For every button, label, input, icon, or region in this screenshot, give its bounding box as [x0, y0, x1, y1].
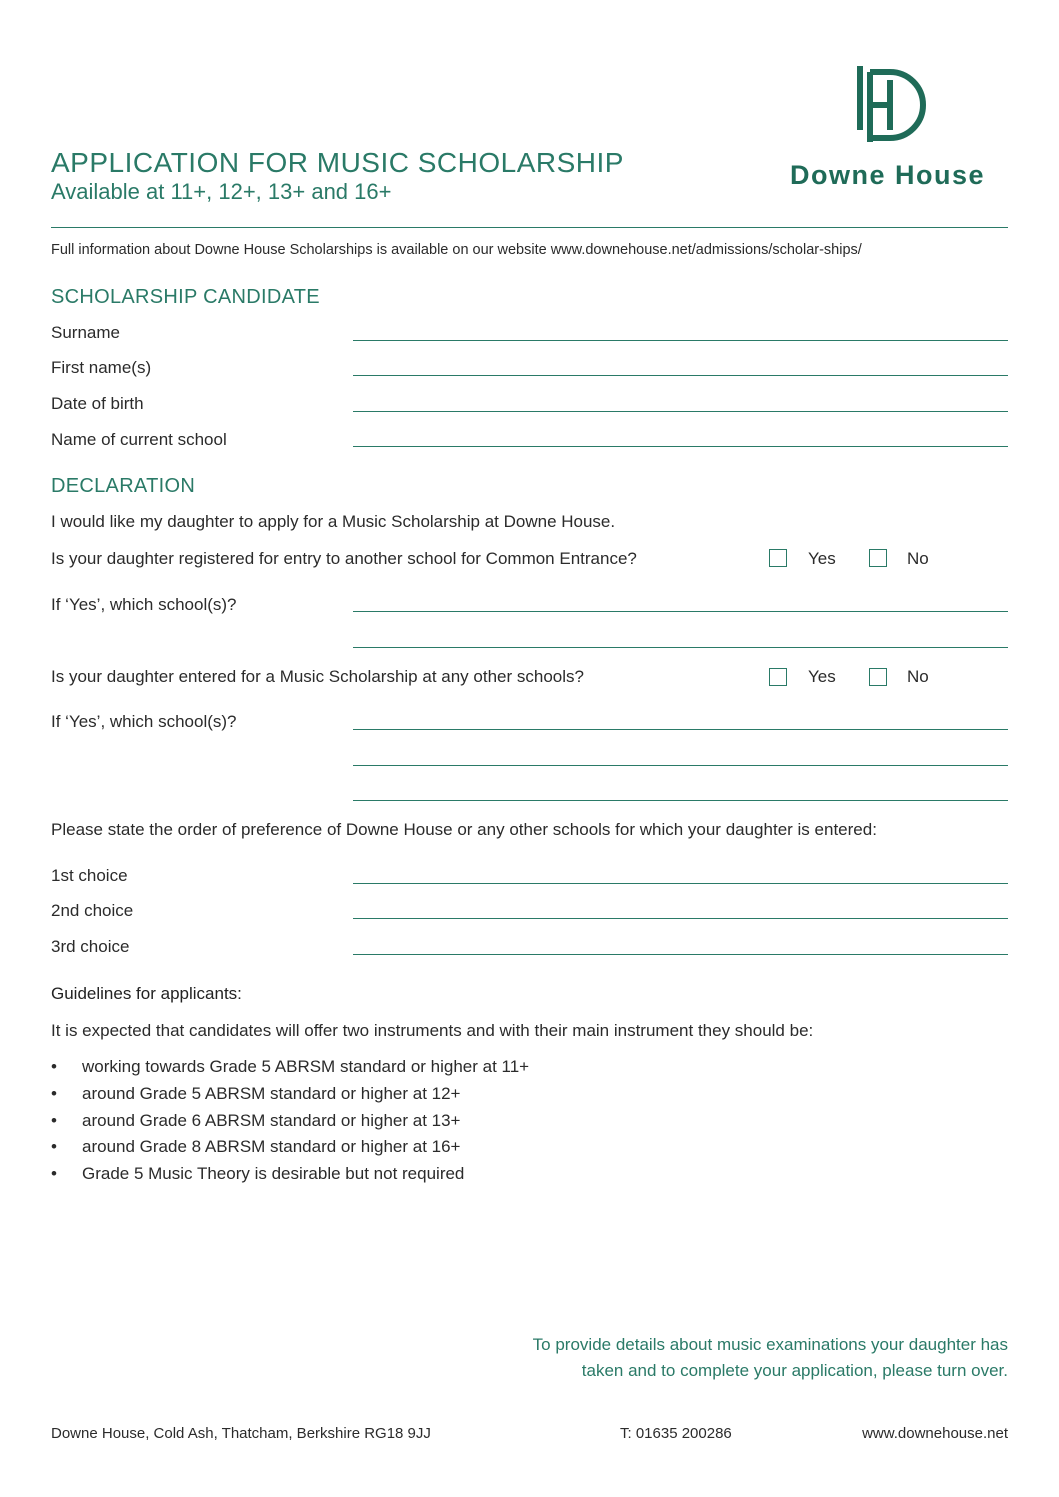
header-divider [51, 227, 1008, 228]
guideline-text: around Grade 5 ABRSM standard or higher at 12+ [82, 1084, 461, 1103]
current-school-field[interactable] [353, 446, 1008, 447]
music-scholarship-yes-label: Yes [808, 667, 836, 686]
declaration-heading: DECLARATION [51, 475, 196, 497]
first-choice-field[interactable] [353, 883, 1008, 884]
third-choice-label: 3rd choice [51, 937, 130, 956]
date-of-birth-field[interactable] [353, 411, 1008, 412]
bullet-icon: • [51, 1164, 57, 1183]
guideline-text: working towards Grade 5 ABRSM standard or higher at 11+ [82, 1057, 530, 1076]
footer-website[interactable]: www.downehouse.net [862, 1425, 1008, 1442]
music-scholarship-schools-field-2[interactable] [353, 765, 1008, 766]
candidate-heading: SCHOLARSHIP CANDIDATE [51, 286, 320, 308]
guidelines-heading: Guidelines for applicants: [51, 984, 242, 1003]
third-choice-field[interactable] [353, 954, 1008, 955]
turn-over-note-line-1: To provide details about music examinations your daughter has [532, 1335, 1008, 1354]
footer-address: Downe House, Cold Ash, Thatcham, Berkshire RG18 9JJ [51, 1425, 431, 1442]
second-choice-label: 2nd choice [51, 901, 134, 920]
common-entrance-schools-field-1[interactable] [353, 611, 1008, 612]
music-scholarship-schools-field-3[interactable] [353, 800, 1008, 801]
declaration-statement: I would like my daughter to apply for a Music Scholarship at Downe House. [51, 512, 616, 531]
page-subtitle: Available at 11+, 12+, 13+ and 16+ [51, 179, 392, 204]
list-item [51, 1164, 464, 1184]
info-text: Full information about Downe House Scholarships is available on our website www.downehouse.net/admissions/scholar-ships/ [51, 242, 862, 258]
common-entrance-schools-field-2[interactable] [353, 647, 1008, 648]
music-scholarship-question: Is your daughter entered for a Music Scholarship at any other schools? [51, 667, 584, 686]
music-scholarship-yes-checkbox[interactable] [769, 668, 787, 686]
turn-over-note-line-2: taken and to complete your application, please turn over. [581, 1361, 1008, 1380]
current-school-label: Name of current school [51, 430, 227, 449]
guideline-text: around Grade 8 ABRSM standard or higher at 16+ [82, 1137, 461, 1156]
common-entrance-yes-checkbox[interactable] [769, 549, 787, 567]
music-scholarship-no-label: No [907, 667, 929, 686]
first-name-label: First name(s) [51, 358, 152, 377]
first-choice-label: 1st choice [51, 866, 128, 885]
common-entrance-no-checkbox[interactable] [869, 549, 887, 567]
music-scholarship-no-checkbox[interactable] [869, 668, 887, 686]
list-item [51, 1137, 460, 1157]
list-item [51, 1057, 529, 1077]
bullet-icon: • [51, 1111, 57, 1130]
second-choice-field[interactable] [353, 918, 1008, 919]
brand-name: Downe House [790, 160, 986, 190]
guidelines-intro: It is expected that candidates will offer two instruments and with their main instrument they should be: [51, 1021, 814, 1040]
bullet-icon: • [51, 1084, 57, 1103]
guideline-text: Grade 5 Music Theory is desirable but not required [82, 1164, 465, 1183]
guideline-text: around Grade 6 ABRSM standard or higher at 13+ [82, 1111, 461, 1130]
date-of-birth-label: Date of birth [51, 394, 144, 413]
bullet-icon: • [51, 1057, 57, 1076]
preference-instruction: Please state the order of preference of Downe House or any other schools for which your daughter is entered: [51, 820, 877, 839]
common-entrance-no-label: No [907, 549, 929, 568]
page-title: APPLICATION FOR MUSIC SCHOLARSHIP [51, 147, 624, 178]
common-entrance-question: Is your daughter registered for entry to another school for Common Entrance? [51, 549, 637, 568]
list-item [51, 1084, 460, 1104]
first-name-field[interactable] [353, 375, 1008, 376]
footer-phone: T: 01635 200286 [620, 1425, 732, 1442]
list-item [51, 1111, 460, 1131]
music-scholarship-schools-label: If ‘Yes’, which school(s)? [51, 712, 237, 731]
bullet-icon: • [51, 1137, 57, 1156]
surname-field[interactable] [353, 340, 1008, 341]
common-entrance-yes-label: Yes [808, 549, 836, 568]
common-entrance-schools-label: If ‘Yes’, which school(s)? [51, 595, 237, 614]
surname-label: Surname [51, 323, 120, 342]
music-scholarship-schools-field-1[interactable] [353, 729, 1008, 730]
